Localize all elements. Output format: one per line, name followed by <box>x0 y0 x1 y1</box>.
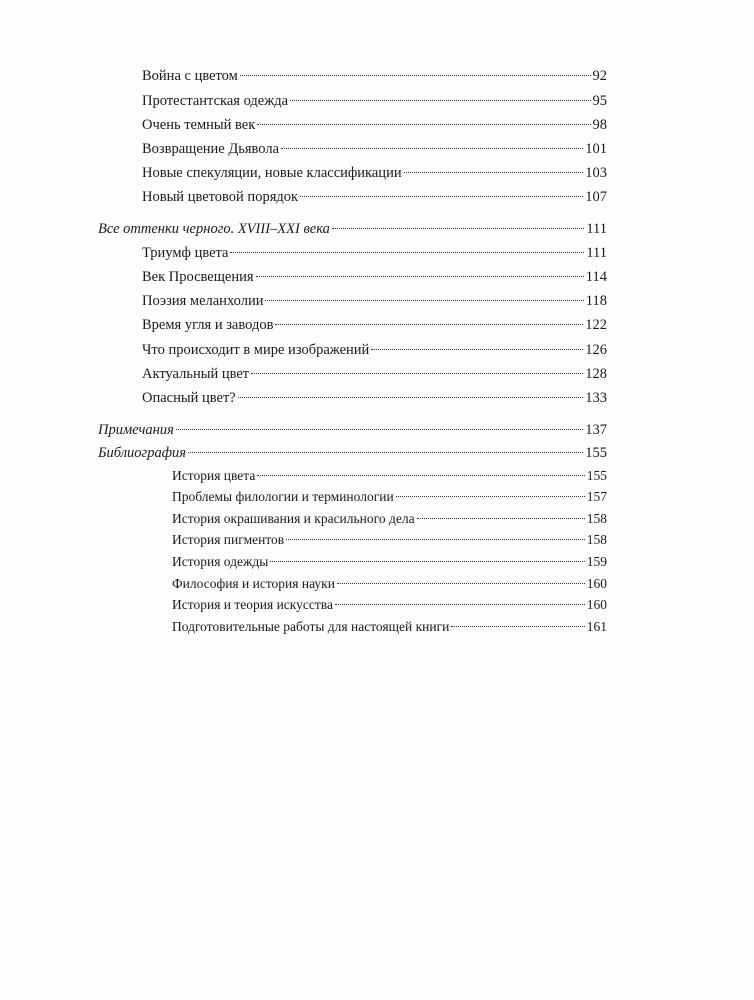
dot-leader <box>275 324 583 325</box>
toc-chapter <box>98 218 607 240</box>
toc-entry-page: 101 <box>585 141 607 157</box>
toc-subentry-page: 160 <box>586 576 607 591</box>
dot-leader <box>256 276 584 277</box>
toc-entry-title: Триумф цвета <box>142 245 229 261</box>
toc-entry-page: 92 <box>592 68 607 84</box>
dot-leader <box>290 100 590 101</box>
toc-entry <box>142 387 607 409</box>
toc-chapter-title: Все оттенки черного. XVIII–XXI века <box>98 221 330 237</box>
dot-leader <box>188 452 583 453</box>
toc-chapter <box>98 419 607 441</box>
toc-entry-page: 103 <box>585 165 607 181</box>
dot-leader <box>240 75 591 76</box>
dot-leader <box>300 196 583 197</box>
toc-entry <box>142 314 607 336</box>
toc-subentry <box>172 508 607 530</box>
toc-entry <box>142 242 607 264</box>
toc-subentry-title: История пигментов <box>172 532 285 547</box>
dot-leader <box>335 604 585 605</box>
toc-entry-page: 133 <box>585 390 607 406</box>
toc-subentry-page: 159 <box>586 554 607 569</box>
dot-leader <box>404 172 584 173</box>
toc-subentry <box>172 486 607 508</box>
toc-chapter <box>98 442 607 464</box>
toc-entry <box>142 90 607 112</box>
toc-subentry <box>172 465 607 487</box>
dot-leader <box>337 583 585 584</box>
dot-leader <box>286 539 585 540</box>
toc-subentry-title: Подготовительные работы для настоящей книги <box>172 619 450 634</box>
toc-subentry <box>172 616 607 638</box>
toc-entry <box>142 65 607 87</box>
toc-entry <box>142 339 607 361</box>
toc-subentry-title: Проблемы филологии и терминологии <box>172 489 394 504</box>
toc-entry-title: Актуальный цвет <box>142 366 250 382</box>
toc-subentry-title: История цвета <box>172 468 256 483</box>
toc-entry-title: Протестантская одежда <box>142 93 289 109</box>
toc-subentry-title: История окрашивания и красильного дела <box>172 511 415 526</box>
toc-entry-page: 122 <box>585 317 607 333</box>
toc-subentry <box>172 529 607 551</box>
dot-leader <box>230 252 584 253</box>
toc-entry <box>142 186 607 208</box>
dot-leader <box>371 349 583 350</box>
dot-leader <box>257 475 584 476</box>
toc-entry <box>142 114 607 136</box>
toc-subentry-page: 155 <box>586 468 607 483</box>
toc-entry-title: Очень темный век <box>142 117 256 133</box>
toc-subentry-page: 161 <box>586 619 607 634</box>
dot-leader <box>332 228 584 229</box>
toc-entry <box>142 290 607 312</box>
toc-entry <box>142 266 607 288</box>
dot-leader <box>265 300 583 301</box>
toc-entry-title: Век Просвещения <box>142 269 254 285</box>
toc-chapter-title: Примечания <box>98 422 174 438</box>
toc-subentry-title: История одежды <box>172 554 269 569</box>
toc-entry <box>142 162 607 184</box>
toc-entry-page: 95 <box>592 93 607 109</box>
toc-entry-page: 128 <box>585 366 607 382</box>
toc-entry <box>142 138 607 160</box>
toc-chapter-title: Библиография <box>98 445 186 461</box>
dot-leader <box>417 518 585 519</box>
toc-chapter-page: 111 <box>586 221 607 237</box>
toc-subentry-page: 158 <box>586 532 607 547</box>
toc-subentry <box>172 551 607 573</box>
toc-subentry-title: История и теория искусства <box>172 597 333 612</box>
dot-leader <box>257 124 590 125</box>
dot-leader <box>238 397 584 398</box>
toc-entry-page: 114 <box>585 269 607 285</box>
toc-entry <box>142 363 607 385</box>
toc-entry-page: 118 <box>585 293 607 309</box>
toc-subentry-page: 160 <box>586 597 607 612</box>
dot-leader <box>451 626 584 627</box>
dot-leader <box>176 429 583 430</box>
toc-entry-title: Новый цветовой порядок <box>142 189 299 205</box>
toc-subentry <box>172 573 607 595</box>
toc-entry-title: Поэзия меланхолии <box>142 293 264 309</box>
toc-entry-page: 126 <box>585 342 607 358</box>
toc-subentry-title: Философия и история науки <box>172 576 335 591</box>
toc-entry-page: 98 <box>592 117 607 133</box>
toc-entry-title: Время угля и заводов <box>142 317 274 333</box>
toc-chapter-page: 155 <box>585 445 607 461</box>
toc-entry-title: Война с цветом <box>142 68 238 84</box>
toc-subentry-page: 158 <box>586 511 607 526</box>
dot-leader <box>251 373 583 374</box>
dot-leader <box>281 148 583 149</box>
toc-entry-page: 107 <box>585 189 607 205</box>
dot-leader <box>270 561 584 562</box>
toc-subentry-page: 157 <box>586 489 607 504</box>
toc-entry-title: Что происходит в мире изображений <box>142 342 370 358</box>
dot-leader <box>396 496 585 497</box>
toc-subentry <box>172 594 607 616</box>
toc-chapter-page: 137 <box>585 422 607 438</box>
toc-entry-title: Опасный цвет? <box>142 390 236 406</box>
toc-entry-page: 111 <box>586 245 607 261</box>
toc-entry-title: Возвращение Дьявола <box>142 141 280 157</box>
toc-entry-title: Новые спекуляции, новые классификации <box>142 165 402 181</box>
